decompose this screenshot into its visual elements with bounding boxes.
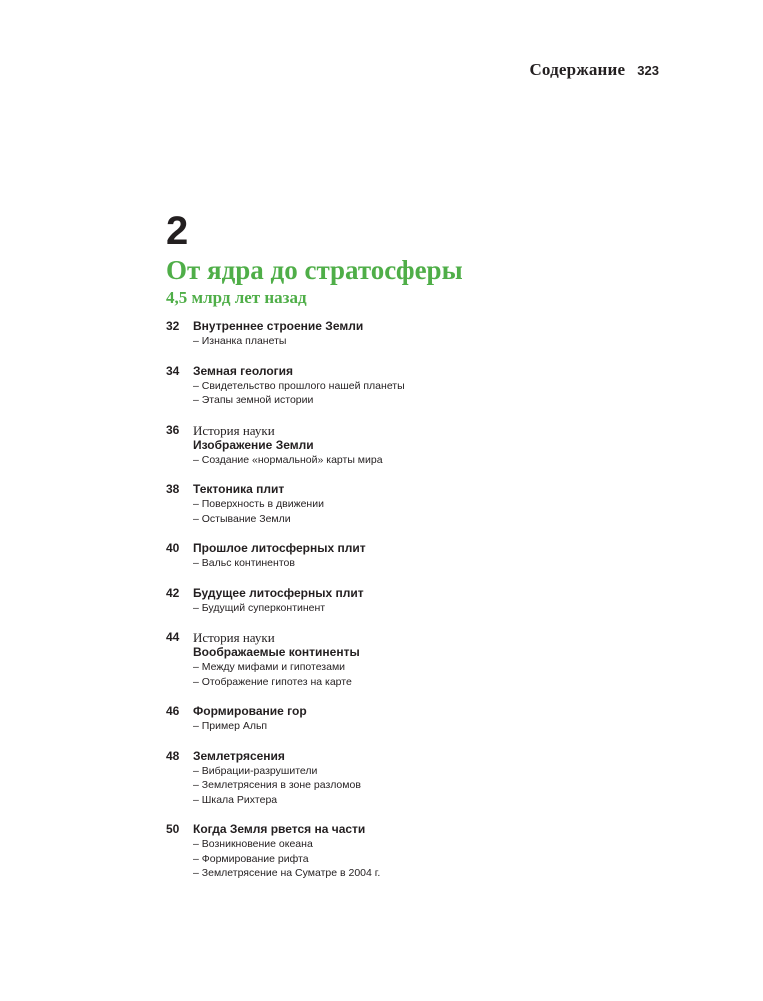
toc-subitem: – Шкала Рихтера xyxy=(193,793,278,806)
toc-entry-body xyxy=(193,364,646,408)
toc-entry[interactable] xyxy=(166,586,646,616)
toc-entry[interactable] xyxy=(166,482,646,526)
toc-subitem: – Землетрясение на Суматре в 2004 г. xyxy=(193,867,381,879)
toc-subitem: – Создание «нормальной» карты мира xyxy=(193,453,383,466)
toc-entry-body xyxy=(193,749,646,808)
toc-entry-body xyxy=(193,630,646,689)
toc-page-number: 38 xyxy=(166,482,180,496)
toc-subitem: – Поверхность в движении xyxy=(193,498,324,510)
toc-subitem: – Формирование рифта xyxy=(193,852,309,865)
toc-subitem: – Остывание Земли xyxy=(193,512,291,525)
chapter-subtitle: 4,5 млрд лет назад xyxy=(166,288,307,307)
toc-page-number: 36 xyxy=(166,422,180,437)
toc-page-number: 34 xyxy=(166,363,180,378)
toc-subitem: – Вальс континентов xyxy=(193,557,295,569)
toc-entry-body xyxy=(193,704,646,734)
toc-entry-title: Прошлое литосферных плит xyxy=(193,541,366,555)
toc-entry-body xyxy=(193,319,646,349)
toc-entry[interactable] xyxy=(166,749,646,808)
toc-page-number: 46 xyxy=(166,704,180,718)
toc-entry-body xyxy=(193,586,646,616)
running-header xyxy=(529,60,659,80)
table-of-contents xyxy=(166,319,646,896)
toc-subitem: – Возникновение океана xyxy=(193,838,313,850)
toc-subitem: – Отображение гипотез на карте xyxy=(193,675,352,688)
toc-subitem: – Между мифами и гипотезами xyxy=(193,661,346,673)
toc-entry-body xyxy=(193,822,646,881)
toc-entry-body xyxy=(193,482,646,526)
toc-entry[interactable] xyxy=(166,319,646,349)
toc-subitem: – Изнанка планеты xyxy=(193,335,287,347)
toc-entry-title: Воображаемые континенты xyxy=(193,645,360,659)
toc-entry[interactable] xyxy=(166,364,646,408)
chapter-number: 2 xyxy=(166,209,189,253)
toc-page-number: 50 xyxy=(166,822,180,836)
toc-subitem: – Этапы земной истории xyxy=(193,394,314,406)
toc-entry-title: Когда Земля рвется на части xyxy=(193,822,366,836)
toc-entry[interactable] xyxy=(166,630,646,689)
toc-page-number: 32 xyxy=(166,319,180,333)
toc-subitem: – Землетрясения в зоне разломов xyxy=(193,779,361,791)
toc-page-number: 44 xyxy=(166,630,180,644)
toc-entry-title: Землетрясения xyxy=(193,748,285,763)
toc-entry-body xyxy=(193,423,646,468)
toc-entry[interactable] xyxy=(166,822,646,881)
toc-entry[interactable] xyxy=(166,423,646,468)
toc-entry[interactable] xyxy=(166,704,646,734)
chapter-heading xyxy=(166,210,463,309)
chapter-title: От ядра до стратосферы xyxy=(166,255,463,285)
toc-subitem: – Вибрации-разрушители xyxy=(193,764,318,777)
toc-entry-title: Будущее литосферных плит xyxy=(193,585,364,600)
toc-entry-body xyxy=(193,541,646,571)
toc-page-number: 40 xyxy=(166,541,180,555)
toc-entry-title: Земная геология xyxy=(193,363,294,378)
toc-entry-title: Внутреннее строение Земли xyxy=(193,319,364,333)
toc-page-number: 42 xyxy=(166,585,180,600)
toc-entry-title: Изображение Земли xyxy=(193,437,314,452)
toc-subitem: – Пример Альп xyxy=(193,720,268,732)
toc-page-number: 48 xyxy=(166,748,180,763)
toc-entry-title: Тектоника плит xyxy=(193,482,285,496)
toc-entry-title: Формирование гор xyxy=(193,704,307,718)
running-header-title: Содержание xyxy=(529,60,626,79)
toc-section-label: История науки xyxy=(193,422,275,438)
page-number: 323 xyxy=(637,63,659,78)
toc-entry[interactable] xyxy=(166,541,646,571)
toc-section-label: История науки xyxy=(193,630,275,645)
toc-subitem: – Свидетельство прошлого нашей планеты xyxy=(193,379,405,392)
toc-subitem: – Будущий суперконтинент xyxy=(193,601,326,614)
